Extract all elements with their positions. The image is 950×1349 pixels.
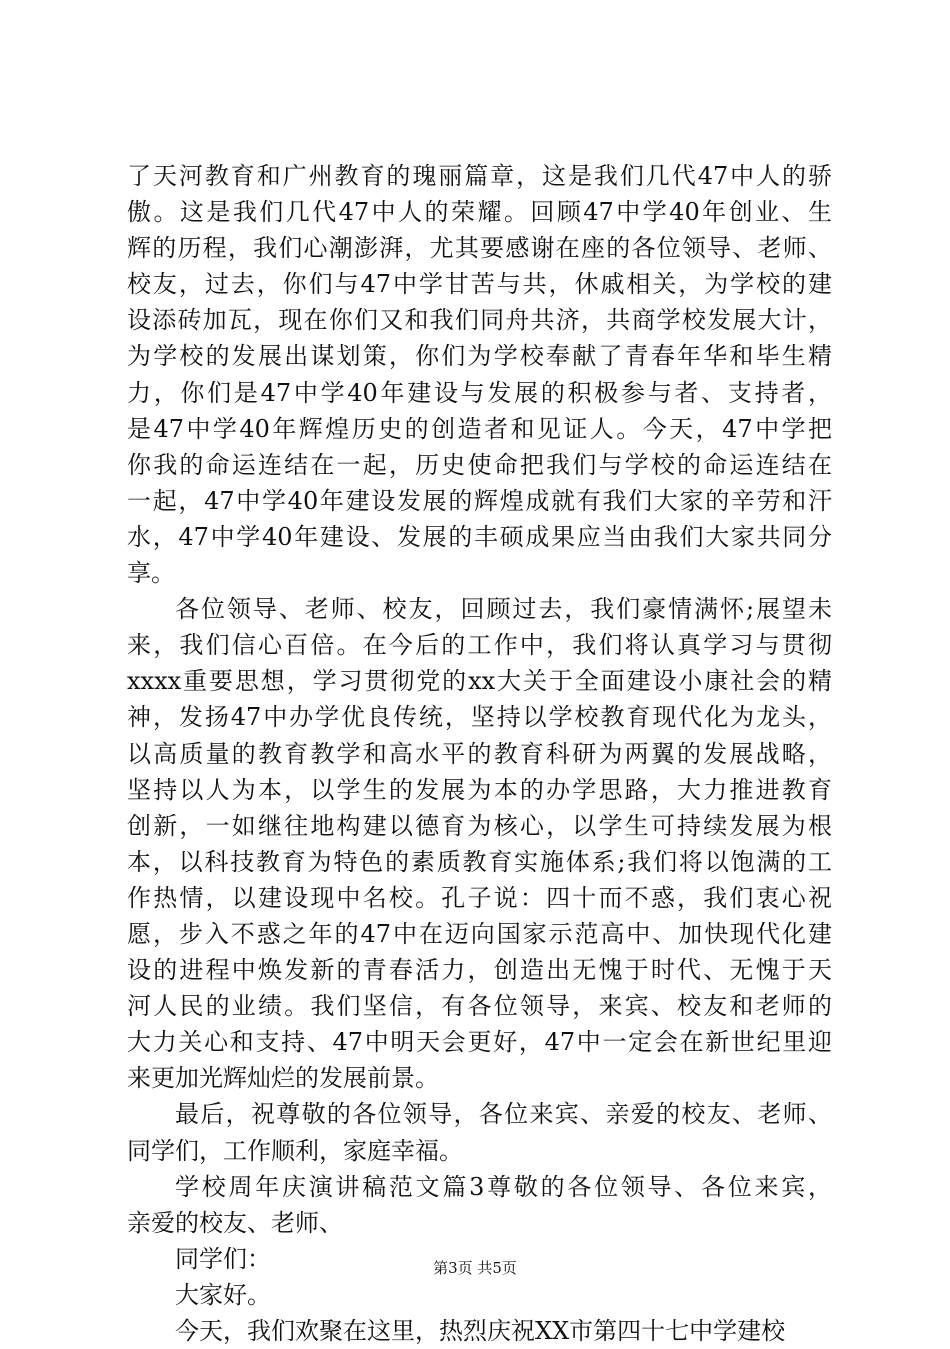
text-line: 学校周年庆演讲稿范文篇3尊敬的各位领导、各位来宾， [175,1172,832,1201]
text-line: 以高质量的教育教学和高水平的教育科研为两翼的发展战略， [127,739,832,768]
text-line: 傲。这是我们几代47中人的荣耀。回顾47中学40年创业、生 [127,198,832,227]
text-line: 设的进程中焕发新的青春活力，创造出无愧于时代、无愧于天 [127,956,832,985]
text-line: xxxx重要思想，学习贯彻党的xx大关于全面建设小康社会的精 [127,667,832,696]
text-line: 愿，步入不惑之年的47中在迈向国家示范高中、加快现代化建 [127,919,832,948]
text-line: 是47中学40年辉煌历史的创造者和见证人。今天，47中学把 [127,414,832,443]
text-line: 创新，一如继往地构建以德育为核心，以学生可持续发展为根 [127,811,832,840]
text-line: 神，发扬47中办学优良传统，坚持以学校教育现代化为龙头， [127,703,832,732]
page-number: 第3页 共5页 [433,1259,517,1277]
text-line: 来更加光辉灿烂的发展前景。 [127,1064,439,1093]
text-line: 一起，47中学40年建设发展的辉煌成就有我们大家的辛劳和汗 [127,486,832,515]
document-body [127,158,832,1349]
text-line: 大力关心和支持、47中明天会更好，47中一定会在新世纪里迎 [127,1028,832,1057]
text-line: 坚持以人为本，以学生的发展为本的办学思路，大力推进教育 [127,775,832,804]
text-line: 河人民的业绩。我们坚信，有各位领导，来宾、校友和老师的 [127,992,832,1021]
text-line: 设添砖加瓦，现在你们又和我们同舟共济，共商学校发展大计， [127,306,832,335]
text-line: 辉的历程，我们心潮澎湃，尤其要感谢在座的各位领导、老师、 [127,234,832,263]
text-line: 亲爱的校友、老师、 [127,1208,343,1237]
text-line: 作热情，以建设现中名校。孔子说：四十而不惑，我们衷心祝 [127,883,832,912]
text-line: 了天河教育和广州教育的瑰丽篇章，这是我们几代47中人的骄 [127,162,832,190]
text-line: 同学们，工作顺利，家庭幸福。 [127,1136,463,1165]
text-line: 力，你们是47中学40年建设与发展的积极参与者、支持者， [127,378,832,407]
text-line: 为学校的发展出谋划策，你们为学校奉献了青春年华和毕生精 [127,342,832,371]
text-line: 校友，过去，你们与47中学甘苦与共，休戚相关，为学校的建 [127,270,832,299]
text-line: 同学们： [175,1244,271,1273]
text-line: 你我的命运连结在一起，历史使命把我们与学校的命运连结在 [127,450,832,479]
text-line: 今天，我们欢聚在这里，热烈庆祝XX市第四十七中学建校 [175,1317,786,1345]
text-line: 享。 [127,559,175,588]
text-line: 来，我们信心百倍。在今后的工作中，我们将认真学习与贯彻 [127,631,832,660]
text-line: 本，以科技教育为特色的素质教育实施体系;我们将以饱满的工 [127,847,832,876]
text-line: 大家好。 [175,1280,271,1309]
text-line: 水，47中学40年建设、发展的丰硕成果应当由我们大家共同分 [127,522,832,551]
text-line: 最后，祝尊敬的各位领导，各位来宾、亲爱的校友、老师、 [175,1100,832,1129]
text-line: 各位领导、老师、校友，回顾过去，我们豪情满怀;展望未 [175,595,832,624]
